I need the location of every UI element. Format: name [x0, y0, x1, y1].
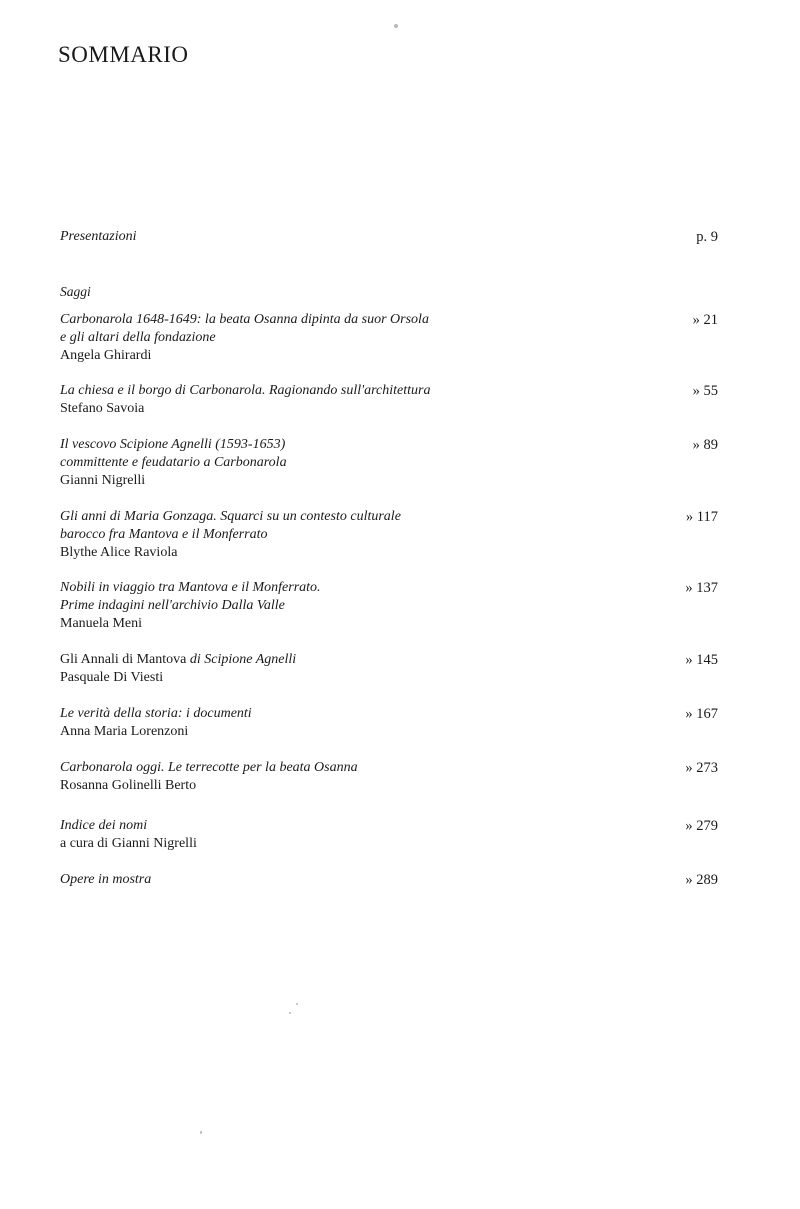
- toc-entry-title: Gli anni di Maria Gonzaga. Squarci su un contesto culturale: [60, 509, 401, 524]
- toc-page-number: p. 9: [696, 229, 718, 245]
- toc-entry-author: a cura di Gianni Nigrelli: [60, 836, 197, 851]
- toc-entry-title: Carbonarola 1648-1649: la beata Osanna dipinta da suor Orsola: [60, 312, 429, 327]
- toc-entry-author: Rosanna Golinelli Berto: [60, 778, 197, 793]
- toc-entry: [60, 311, 720, 365]
- toc-entry-indice: [60, 817, 720, 853]
- toc-entry-title-roman: Gli Annali di Mantova: [60, 652, 187, 667]
- toc-entry: [60, 382, 720, 418]
- scan-speck: [394, 24, 398, 28]
- toc-entry-title: Carbonarola oggi. Le terrecotte per la beata Osanna: [60, 760, 358, 775]
- toc-page-number: » 289: [685, 872, 718, 888]
- toc-page-number: » 145: [685, 652, 718, 668]
- toc-page-number: » 21: [692, 312, 718, 328]
- toc-entry-title: Le verità della storia: i documenti: [60, 706, 252, 721]
- toc-entry-title: Il vescovo Scipione Agnelli (1593-1653): [60, 437, 286, 452]
- toc-entry-opere: [60, 871, 720, 889]
- toc-entry-author: Anna Maria Lorenzoni: [60, 724, 189, 739]
- toc-entry-title-italic: di Scipione Agnelli: [186, 652, 297, 667]
- toc-entry-title-cont: committente e feudatario a Carbonarola: [60, 455, 287, 470]
- section-label-saggi: Saggi: [60, 284, 91, 299]
- scan-speck: [296, 1003, 298, 1005]
- toc-entry-author: Stefano Savoia: [60, 401, 145, 416]
- toc-entry-author: Pasquale Di Viesti: [60, 670, 164, 685]
- toc-page-number: » 117: [685, 509, 718, 525]
- toc-page-number: » 167: [685, 706, 718, 722]
- toc-page-number: » 89: [692, 437, 718, 453]
- toc-entry-title-cont: barocco fra Mantova e il Monferrato: [60, 527, 268, 542]
- toc-entry-title: Presentazioni: [60, 229, 137, 244]
- toc-entry-presentazioni: [60, 228, 720, 246]
- toc-entry: [60, 579, 720, 633]
- toc-entry: [60, 436, 720, 490]
- toc-entry-title: [60, 651, 620, 669]
- toc-entry: [60, 759, 720, 795]
- toc-page-number: » 279: [685, 818, 718, 834]
- toc-entry-title: Opere in mostra: [60, 872, 152, 887]
- toc-entry-title-cont: Prime indagini nell'archivio Dalla Valle: [60, 598, 285, 613]
- toc-page-number: » 137: [685, 580, 718, 596]
- toc-entry-author: Angela Ghirardi: [60, 348, 152, 363]
- toc-page-number: » 273: [685, 760, 718, 776]
- toc-entry-author: Blythe Alice Raviola: [60, 545, 178, 560]
- toc-entry: [60, 508, 720, 562]
- toc-entry-author: Gianni Nigrelli: [60, 473, 146, 488]
- toc-entry-title: La chiesa e il borgo di Carbonarola. Ragionando sull'architettura: [60, 383, 431, 398]
- toc-entry-title: Nobili in viaggio tra Mantova e il Monferrato.: [60, 580, 321, 595]
- scan-speck: [289, 1012, 291, 1014]
- scan-speck: [200, 1131, 202, 1134]
- toc-entry-title-cont: e gli altari della fondazione: [60, 330, 216, 345]
- toc-entry: [60, 705, 720, 741]
- toc-entry-title: Indice dei nomi: [60, 818, 148, 833]
- toc-page-number: » 55: [692, 383, 718, 399]
- page-title: SOMMARIO: [58, 42, 189, 67]
- toc-entry: [60, 651, 720, 687]
- toc-entry-author: Manuela Meni: [60, 616, 143, 631]
